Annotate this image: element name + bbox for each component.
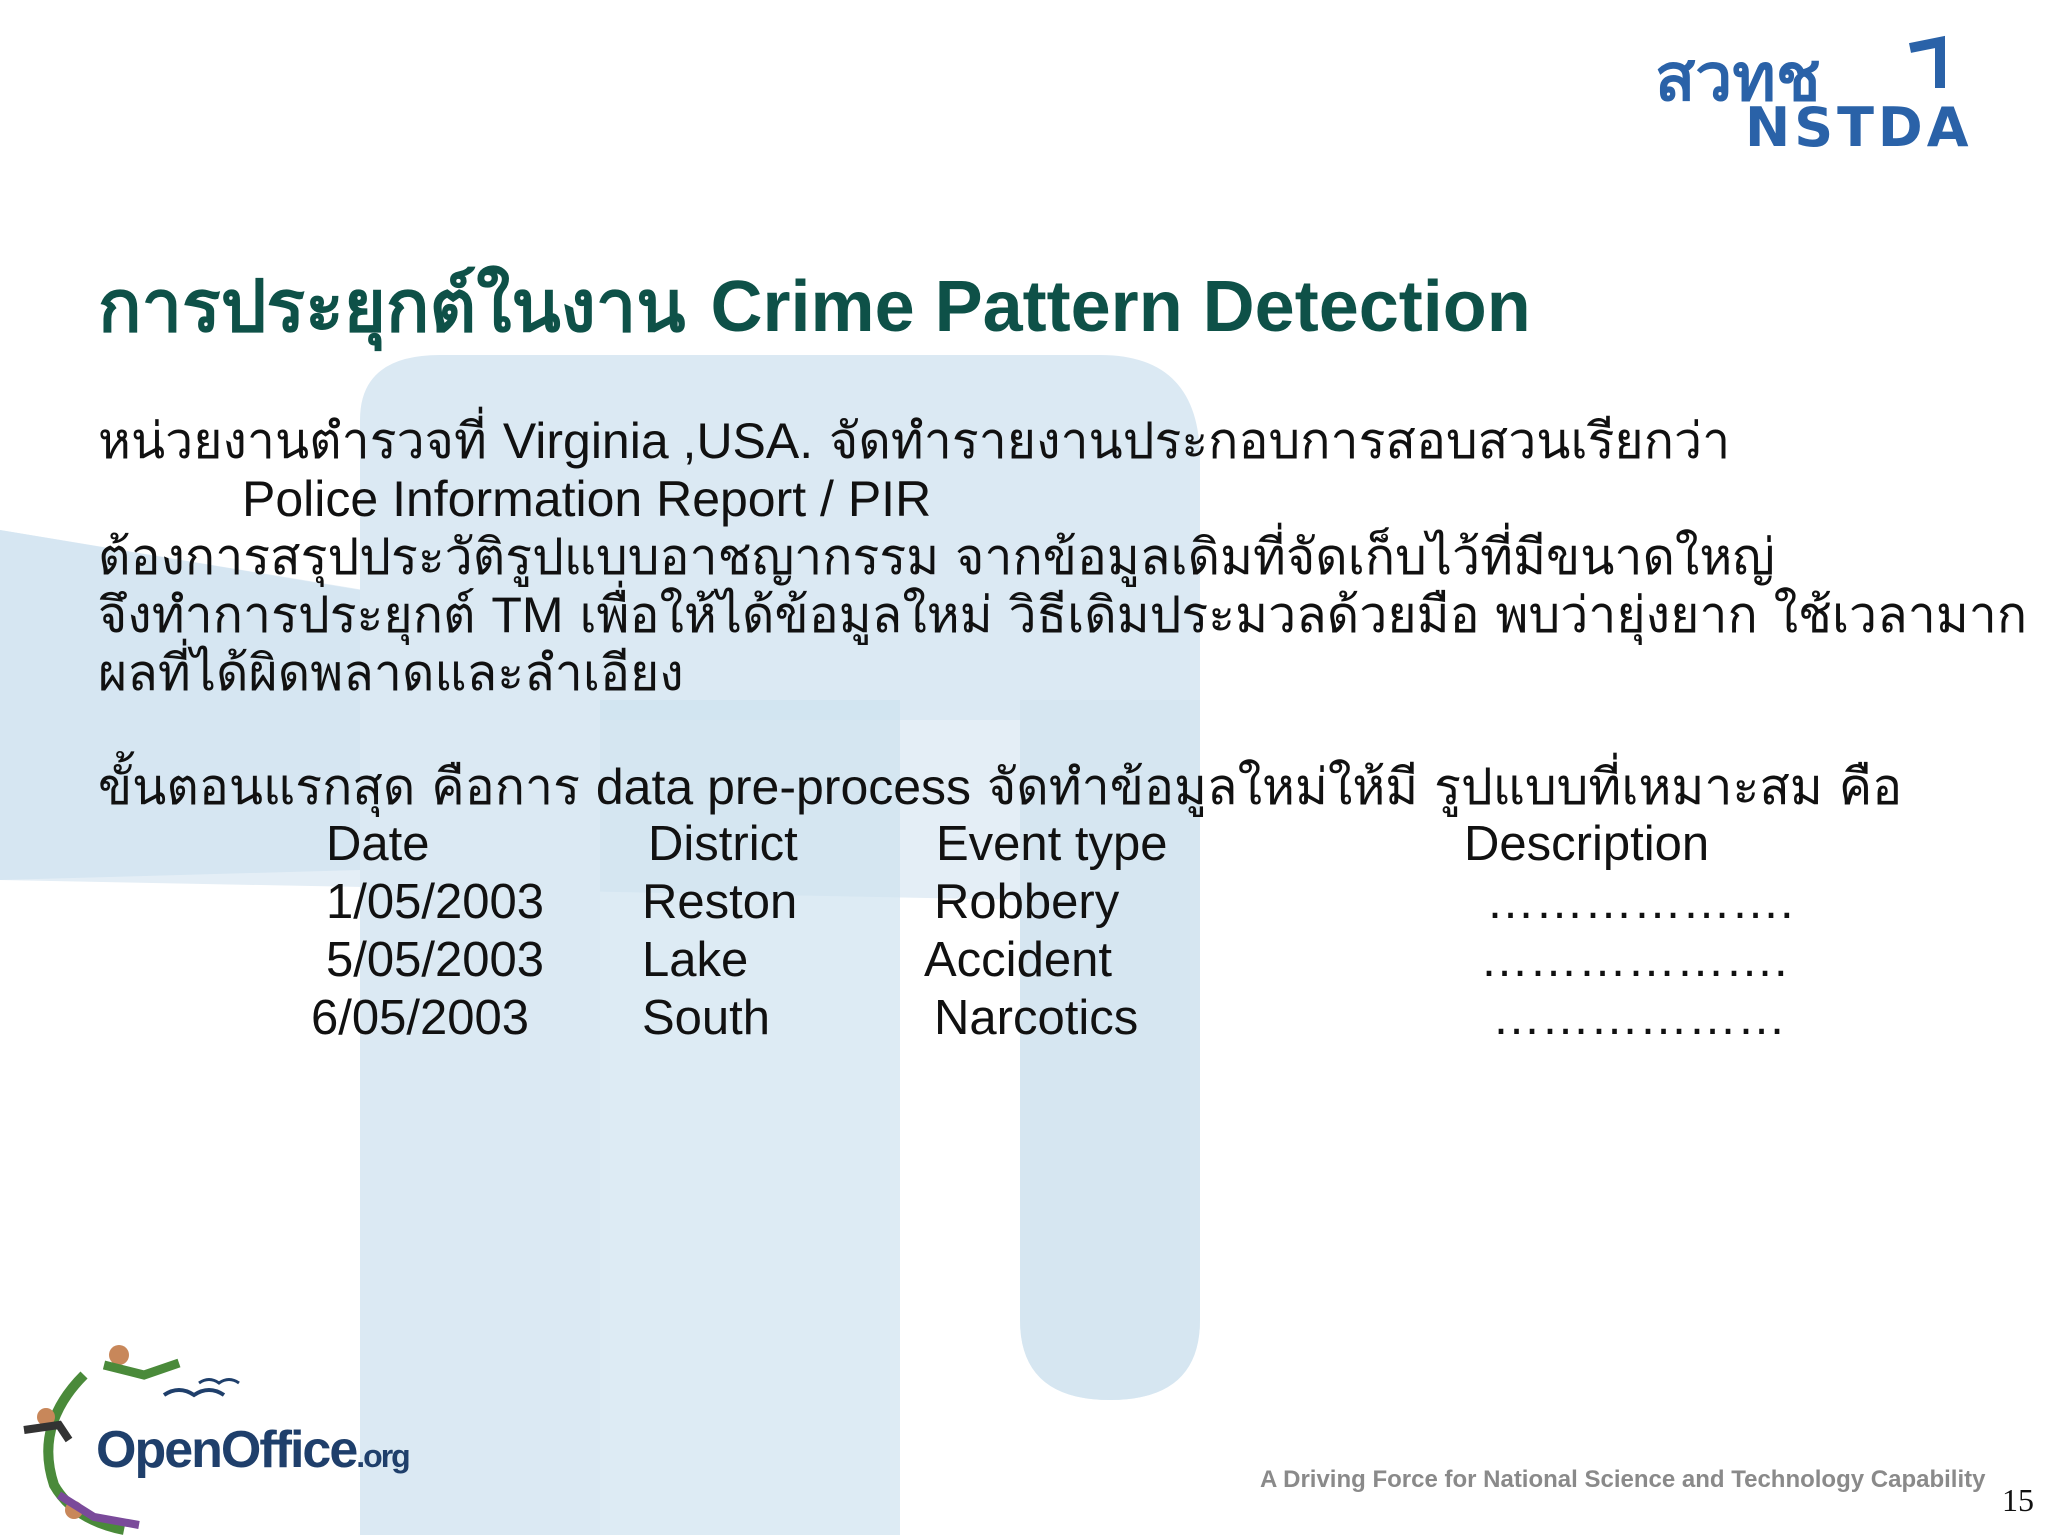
table-cell-district: Lake bbox=[642, 933, 749, 987]
table-header-event-type: Event type bbox=[936, 817, 1168, 871]
openoffice-logo bbox=[14, 1335, 384, 1535]
table-header-district: District bbox=[648, 817, 798, 871]
table-cell-description: ………………. bbox=[1480, 933, 1788, 987]
nstda-logo-latin: NSTDA bbox=[1745, 96, 1973, 158]
body-line-3 bbox=[98, 528, 1775, 586]
body-line-4-part-b: TM bbox=[491, 587, 564, 643]
body-line-1-part-c: จัดทำรายงานประกอบการสอบสวนเรียกว่า bbox=[813, 412, 1731, 470]
table-cell-date: 6/05/2003 bbox=[311, 991, 529, 1045]
body-line-4-part-c: เพื่อให้ได้ข้อมูลใหม่ วิธีเดิมประมวลด้วยมือ พบว่ายุ่งยาก ใช้เวลามาก bbox=[563, 586, 2028, 644]
body-line-6-part-c: จัดทำข้อมูลใหม่ให้มี รูปแบบที่เหมาะสม คือ bbox=[971, 758, 1903, 816]
table-cell-date: 5/05/2003 bbox=[326, 933, 544, 987]
body-line-1-part-a: หน่วยงานตำรวจที่ bbox=[98, 412, 503, 470]
body-line-2 bbox=[242, 470, 931, 528]
table-header-description: Description bbox=[1464, 817, 1710, 871]
table-cell-district: Reston bbox=[642, 875, 798, 929]
table-cell-event-type: Narcotics bbox=[934, 991, 1139, 1045]
openoffice-logo-suffix: .org bbox=[356, 1438, 409, 1474]
table-cell-description: ……………… bbox=[1492, 991, 1786, 1045]
body-line-6 bbox=[98, 758, 1902, 816]
body-line-3-text: ต้องการสรุปประวัติรูปแบบอาชญากรรม จากข้อมูลเดิมที่จัดเก็บไว้ที่มีขนาดใหญ่ bbox=[98, 528, 1775, 586]
table-header-date: Date bbox=[326, 817, 430, 871]
slide-title-latin: Crime Pattern Detection bbox=[710, 267, 1531, 347]
slide-title bbox=[98, 248, 1531, 363]
page-number: 15 bbox=[2002, 1482, 2034, 1518]
body-line-5-text: ผลที่ได้ผิดพลาดและลำเอียง bbox=[98, 644, 684, 702]
body-line-1-part-b: Virginia ,USA. bbox=[502, 413, 814, 469]
table-cell-description: ………………. bbox=[1486, 875, 1794, 929]
body-line-2-text: Police Information Report / PIR bbox=[242, 471, 932, 527]
body-line-4 bbox=[98, 586, 2027, 644]
nstda-logo bbox=[1650, 28, 2005, 158]
nstda-logo-thai: สวทช bbox=[1655, 39, 1821, 116]
table-cell-district: South bbox=[642, 991, 771, 1045]
table-cell-event-type: Accident bbox=[924, 933, 1112, 987]
body-line-4-part-a: จึงทำการประยุกต์ bbox=[98, 586, 492, 644]
body-line-5 bbox=[98, 644, 684, 702]
body-line-6-part-b: data pre-process bbox=[595, 759, 972, 815]
body-line-1 bbox=[98, 412, 1730, 470]
slide-title-thai: การประยุกต์ในงาน bbox=[98, 263, 711, 348]
footer-tagline: A Driving Force for National Science and Technology Capability bbox=[1260, 1466, 1986, 1493]
body-line-6-part-a: ขั้นตอนแรกสุด คือการ bbox=[98, 758, 596, 816]
openoffice-logo-name: OpenOffice bbox=[96, 1421, 357, 1479]
table-cell-event-type: Robbery bbox=[934, 875, 1120, 929]
table-cell-date: 1/05/2003 bbox=[326, 875, 544, 929]
